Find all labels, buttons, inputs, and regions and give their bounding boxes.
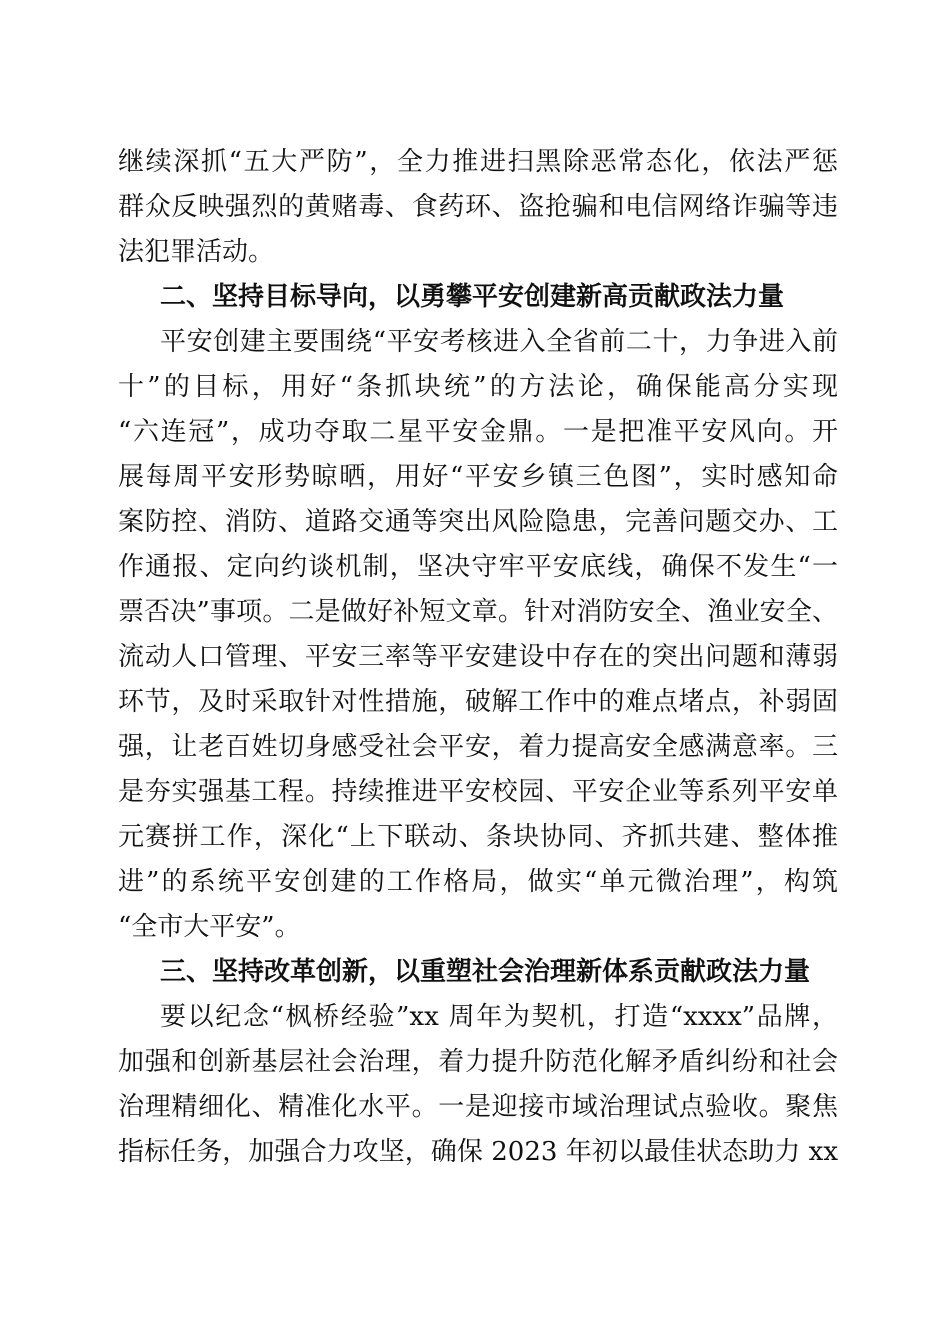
paragraph-2-line-13: 进”的系统平安创建的工作格局，做实“单元微治理”，构筑	[118, 867, 838, 897]
paragraph-2-line-1: 平安创建主要围绕“平安考核进入全省前二十，力争进入前	[160, 327, 838, 357]
paragraph-1-line-1: 继续深抓“五大严防”，全力推进扫黑除恶常态化，依法严惩	[118, 147, 838, 177]
paragraph-3-line-4: 指标任务，加强合力攻坚，确保 2023 年初以最佳状态助力 xx	[118, 1137, 838, 1167]
paragraph-2-line-8: 流动人口管理、平安三率等平安建设中存在的突出问题和薄弱	[118, 642, 838, 672]
paragraph-3-line-3: 治理精细化、精准化水平。一是迎接市域治理试点验收。聚焦	[118, 1092, 838, 1122]
paragraph-1-line-3: 法犯罪活动。	[118, 237, 275, 267]
paragraph-2-line-4: 展每周平安形势晾晒，用好“平安乡镇三色图”，实时感知命	[118, 462, 838, 492]
paragraph-2-line-5: 案防控、消防、道路交通等突出风险隐患，完善问题交办、工	[118, 507, 838, 537]
paragraph-2-line-14: “全市大平安”。	[118, 912, 301, 942]
paragraph-3-line-2: 加强和创新基层社会治理，着力提升防范化解矛盾纠纷和社会	[118, 1047, 838, 1077]
paragraph-1-line-2: 群众反映强烈的黄赌毒、食药环、盗抢骗和电信网络诈骗等违	[118, 192, 838, 222]
paragraph-2-line-3: “六连冠”，成功夺取二星平安金鼎。一是把准平安风向。开	[118, 417, 838, 447]
paragraph-2-line-7: 票否决”事项。二是做好补短文章。针对消防安全、渔业安全、	[118, 597, 838, 627]
section-heading-2: 二、坚持目标导向，以勇攀平安创建新高贡献政法力量	[160, 282, 785, 312]
section-heading-3: 三、坚持改革创新，以重塑社会治理新体系贡献政法力量	[160, 957, 811, 987]
paragraph-2-line-10: 强，让老百姓切身感受社会平安，着力提高安全感满意率。三	[118, 732, 838, 762]
paragraph-2-line-2: 十”的目标，用好“条抓块统”的方法论，确保能高分实现	[118, 372, 838, 402]
paragraph-3-line-1: 要以纪念“枫桥经验”xx 周年为契机，打造“xxxx”品牌，	[160, 1002, 838, 1032]
paragraph-2-line-11: 是夯实强基工程。持续推进平安校园、平安企业等系列平安单	[118, 777, 838, 807]
paragraph-2-line-6: 作通报、定向约谈机制，坚决守牢平安底线，确保不发生“一	[118, 552, 838, 582]
paragraph-2-line-12: 元赛拼工作，深化“上下联动、条块协同、齐抓共建、整体推	[118, 822, 838, 852]
paragraph-2-line-9: 环节，及时采取针对性措施，破解工作中的难点堵点，补弱固	[118, 687, 838, 717]
